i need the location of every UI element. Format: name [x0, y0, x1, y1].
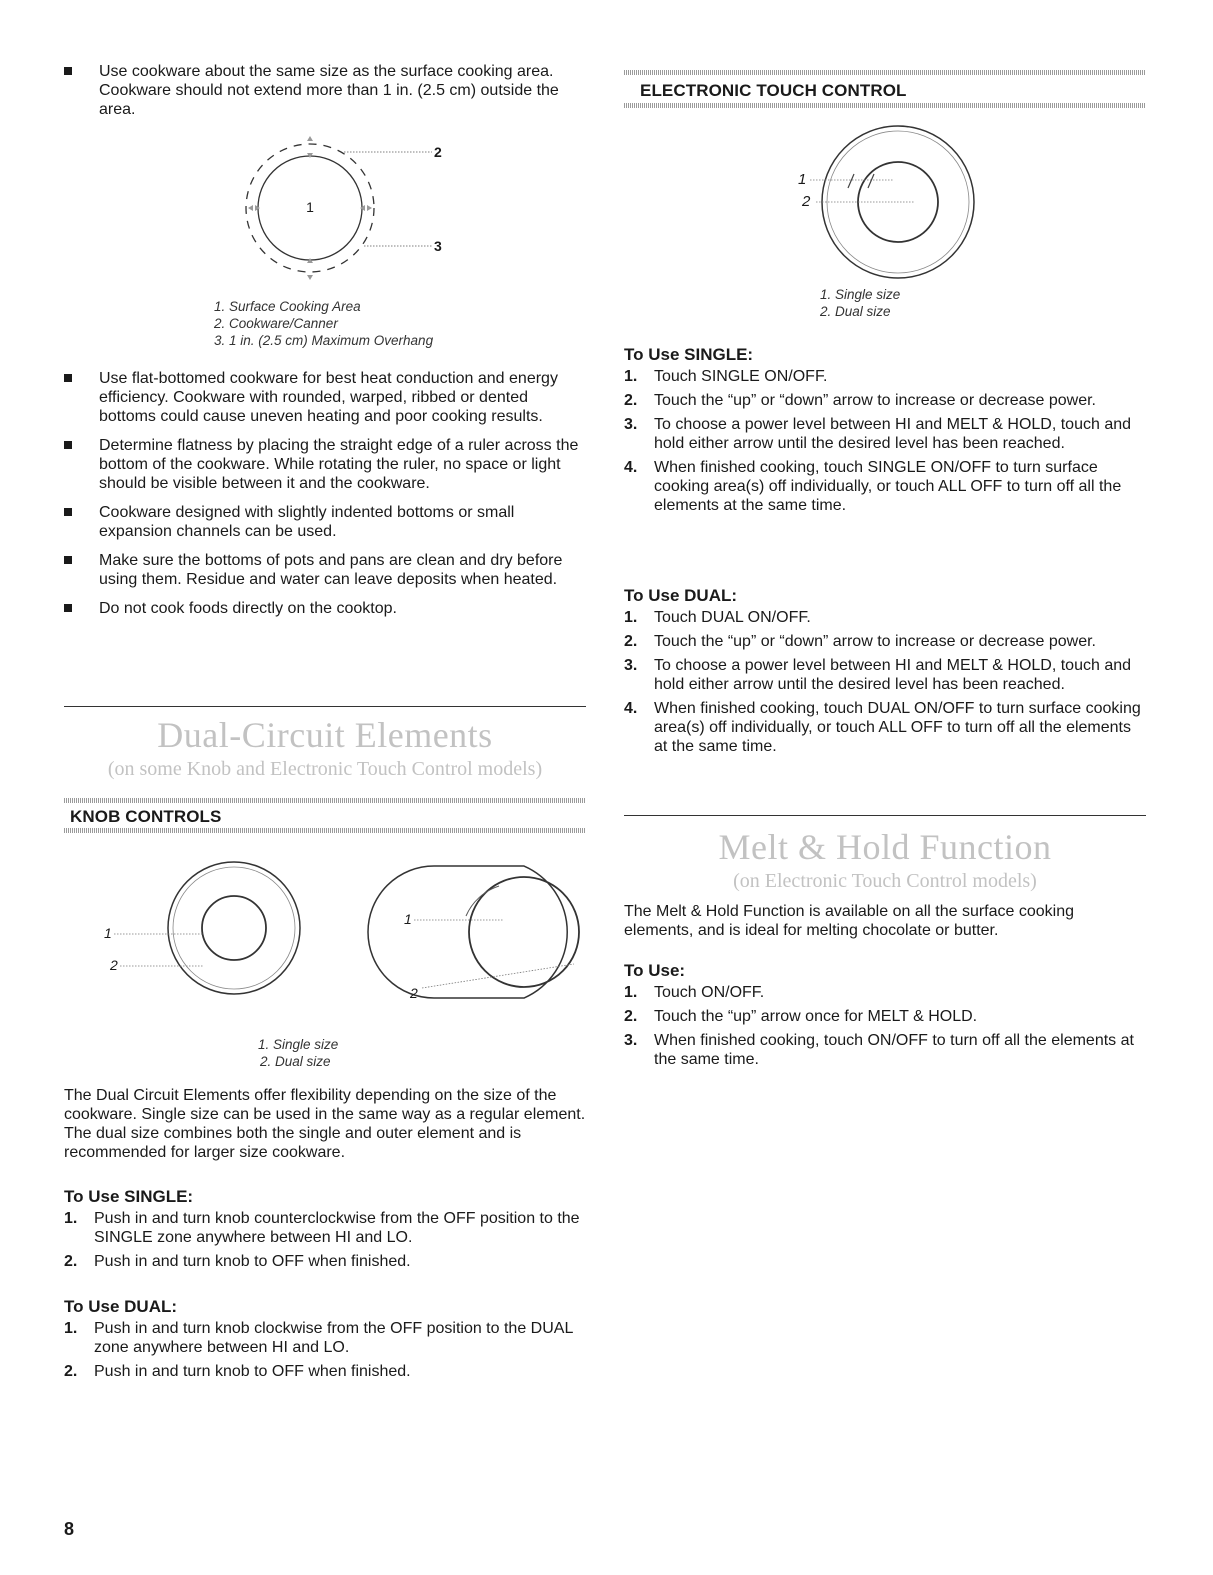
step-text: Touch DUAL ON/OFF. — [654, 609, 811, 626]
bullet-text: Use cookware about the same size as the surface cooking area. Cookware should not extend more than 1 in. (2.5 cm) outside the area. — [99, 63, 559, 118]
bullet-text: Do not cook foods directly on the cooktop. — [99, 600, 397, 617]
step-number: 1. — [624, 984, 638, 1001]
electronic-touch-control-heading: ELECTRONIC TOUCH CONTROL — [640, 81, 907, 100]
bullet-square-icon — [64, 67, 72, 75]
step-number: 2. — [624, 633, 638, 650]
page-number: 8 — [64, 1519, 75, 1539]
list-item — [624, 367, 1146, 386]
steps-title: To Use SINGLE: — [64, 1187, 194, 1206]
step-number: 4. — [624, 700, 638, 717]
melt-hold-description: The Melt & Hold Function is available on all the surface cooking elements, and is ideal for melting chocolate or butter. — [624, 903, 1075, 939]
callout-2: 2 — [802, 193, 811, 210]
step-number: 3. — [624, 1032, 638, 1049]
steps-title: To Use DUAL: — [624, 586, 738, 605]
callout-1: 1 — [104, 925, 112, 941]
list-item — [624, 608, 1146, 627]
step-number: 2. — [624, 1008, 638, 1025]
subhead-dotted-bar — [624, 103, 1146, 108]
cookware-bullets-bottom — [64, 369, 586, 628]
list-item — [624, 983, 1146, 1002]
section-divider — [64, 706, 586, 707]
dual-circuit-touch-diagram — [784, 124, 1004, 280]
step-number: 2. — [64, 1253, 78, 1270]
figure-caption — [820, 286, 900, 320]
list-item — [64, 1319, 586, 1357]
section-subtitle: (on some Knob and Electronic Touch Control models) — [107, 758, 543, 780]
use-dual-touch-section — [624, 585, 1146, 761]
step-text: To choose a power level between HI and MELT & HOLD, touch and hold either arrow until the desired level has been reached. — [654, 657, 1132, 693]
bullet-text: Cookware designed with slightly indented bottoms or small expansion channels can be used. — [99, 504, 515, 540]
list-item — [64, 1252, 586, 1271]
bullet-text: Determine flatness by placing the straight edge of a ruler across the bottom of the cookware. While rotating the ruler, no space or light should be visible between it and the cookware. — [99, 437, 579, 492]
surface-cooking-area-diagram — [224, 128, 524, 288]
section-divider — [624, 815, 1146, 816]
knob-controls-heading: KNOB CONTROLS — [70, 807, 222, 826]
step-text: To choose a power level between HI and MELT & HOLD, touch and hold either arrow until the desired level has been reached. — [654, 416, 1132, 452]
caption-line: 1. Surface Cooking Area — [214, 299, 361, 314]
step-number: 2. — [64, 1363, 78, 1380]
inner-element — [202, 896, 266, 960]
steps-title: To Use: — [624, 961, 686, 980]
callout-2: 2 — [410, 985, 418, 1001]
outer-element — [168, 862, 300, 994]
step-text: When finished cooking, touch DUAL ON/OFF to turn surface cooking area(s) off individually, or touch ALL OFF to turn off all the elements at the same time. — [654, 700, 1141, 755]
bullet-square-icon — [64, 508, 72, 516]
list-item — [624, 415, 1146, 453]
list-item — [624, 656, 1146, 694]
bullet-text: Use flat-bottomed cookware for best heat conduction and energy efficiency. Cookware with rounded, warped, ribbed or dented bottoms could cause uneven heating and poor cooking results. — [99, 370, 558, 425]
dual-circuit-knob-diagram — [104, 856, 584, 1006]
step-text: Push in and turn knob counterclockwise from the OFF position to the SINGLE zone anywhere between HI and LO. — [94, 1210, 580, 1246]
list-item — [64, 599, 586, 618]
use-melt-hold-section — [624, 960, 1146, 1074]
overhang-arrow-icon — [307, 258, 313, 280]
figure-caption — [214, 298, 433, 349]
step-number: 1. — [624, 609, 638, 626]
caption-line: 2. Cookware/Canner — [214, 316, 338, 331]
list-item — [624, 699, 1146, 756]
steps-list — [624, 983, 1146, 1069]
subhead-dotted-bar — [64, 828, 586, 833]
oval-inner-element — [469, 877, 579, 987]
steps-list — [64, 1209, 586, 1271]
step-number: 1. — [64, 1210, 78, 1227]
step-text: Push in and turn knob clockwise from the OFF position to the DUAL zone anywhere between HI and LO. — [94, 1320, 573, 1356]
bullet-square-icon — [64, 374, 72, 382]
caption-line: 2. Dual size — [260, 1054, 331, 1069]
bullet-text: Make sure the bottoms of pots and pans are clean and dry before using them. Residue and water can leave deposits when heated. — [99, 552, 563, 588]
list-item — [624, 1031, 1146, 1069]
list-item — [64, 1362, 586, 1381]
bullet-square-icon — [64, 441, 72, 449]
step-number: 1. — [64, 1320, 78, 1337]
use-dual-knob-section — [64, 1296, 586, 1386]
caption-line: 2. Dual size — [820, 304, 891, 319]
figure-caption — [258, 1036, 338, 1070]
dual-circuit-description: The Dual Circuit Elements offer flexibility depending on the size of the cookware. Single size can be used in the same way as a regular element. The dual size combines both the single and outer element and is recommended for larger size cookware. — [64, 1087, 586, 1161]
overhang-arrow-icon — [307, 136, 313, 158]
section-title: Dual-Circuit Elements — [157, 715, 493, 755]
step-number: 1. — [624, 368, 638, 385]
list-item — [624, 1007, 1146, 1026]
list-item — [624, 632, 1146, 651]
step-number: 4. — [624, 459, 638, 476]
list-item — [64, 1209, 586, 1247]
step-text: Touch the “up” or “down” arrow to increase or decrease power. — [654, 633, 1096, 650]
caption-line: 1. Single size — [820, 287, 901, 302]
step-text: When finished cooking, touch SINGLE ON/OFF to turn surface cooking area(s) off individually, or touch ALL OFF to turn off all the elements at the same time. — [654, 459, 1122, 514]
steps-list — [64, 1319, 586, 1381]
callout-1: 1 — [404, 911, 412, 927]
bullet-square-icon — [64, 604, 72, 612]
callout-1: 1 — [798, 171, 807, 188]
callout-1: 1 — [306, 199, 314, 215]
subhead-dotted-bar — [624, 70, 1146, 75]
steps-title: To Use DUAL: — [64, 1297, 178, 1316]
step-text: Push in and turn knob to OFF when finished. — [94, 1253, 411, 1270]
callout-2: 2 — [110, 957, 118, 973]
step-text: Touch SINGLE ON/OFF. — [654, 368, 828, 385]
step-text: Push in and turn knob to OFF when finished. — [94, 1363, 411, 1380]
section-title: Melt & Hold Function — [718, 827, 1052, 867]
callout-3: 3 — [434, 238, 442, 254]
step-number: 3. — [624, 657, 638, 674]
callout-2: 2 — [434, 144, 442, 160]
cookware-bullets-top — [64, 62, 586, 129]
bullet-square-icon — [64, 556, 72, 564]
caption-line: 3. 1 in. (2.5 cm) Maximum Overhang — [214, 333, 434, 348]
list-item — [624, 391, 1146, 410]
step-text: Touch the “up” or “down” arrow to increase or decrease power. — [654, 392, 1096, 409]
steps-list — [624, 608, 1146, 756]
list-item — [64, 62, 586, 119]
list-item — [64, 436, 586, 493]
step-number: 3. — [624, 416, 638, 433]
steps-list — [624, 367, 1146, 515]
use-single-touch-section — [624, 344, 1146, 520]
use-single-knob-section — [64, 1186, 586, 1276]
step-number: 2. — [624, 392, 638, 409]
list-item — [64, 551, 586, 589]
step-text: Touch the “up” arrow once for MELT & HOLD. — [654, 1008, 978, 1025]
oval-outer-element — [368, 866, 567, 998]
caption-line: 1. Single size — [258, 1037, 339, 1052]
step-text: Touch ON/OFF. — [654, 984, 765, 1001]
list-item — [624, 458, 1146, 515]
section-subtitle: (on Electronic Touch Control models) — [733, 870, 1037, 892]
steps-title: To Use SINGLE: — [624, 345, 754, 364]
list-item — [64, 369, 586, 426]
list-item — [64, 503, 586, 541]
step-text: When finished cooking, touch ON/OFF to turn off all the elements at the same time. — [654, 1032, 1134, 1068]
